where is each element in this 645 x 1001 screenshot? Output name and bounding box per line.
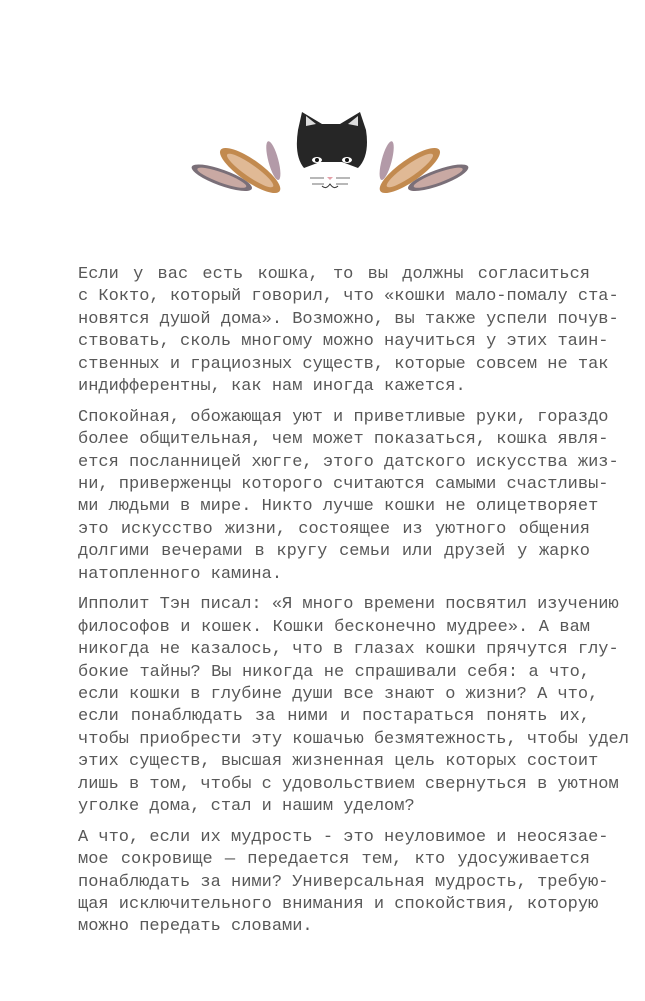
right-feathers-icon: [374, 140, 471, 200]
text-line: более общительная, чем может показаться, кошка явля-: [78, 430, 609, 450]
paragraph: [78, 407, 619, 586]
paragraph: [78, 594, 629, 818]
text-line: натопленного камина.: [78, 564, 283, 584]
text-line: никогда не казалось, что в глазах кошки прячутся глу-: [78, 640, 619, 660]
text-line: ни, приверженцы которого считаются самыми счастливы-: [78, 475, 609, 495]
text-line: чтобы приобрести эту кошачью безмятежность, чтобы удел: [78, 729, 629, 749]
body-text: [78, 264, 629, 947]
text-line: Если у вас есть кошка, то вы должны согласиться: [78, 265, 590, 284]
text-line: ется посланницей хюгге, этого датского искусства жиз-: [78, 452, 619, 472]
text-line: долгими вечерами в кругу семьи или друзей у жарко: [78, 542, 590, 562]
text-line: этих существ, высшая жизненная цель которых состоит: [78, 752, 599, 772]
cat-feathers-illustration: [170, 100, 490, 220]
text-line: ми людьми в мире. Никто лучше кошки не олицетворяет: [78, 497, 599, 517]
text-line: можно передать словами.: [78, 917, 313, 937]
text-line: лишь в том, чтобы с удовольствием свернуться в уютном: [78, 774, 619, 794]
text-line: А что, если их мудрость - это неуловимое и неосязае-: [78, 827, 609, 847]
cat-face-icon: [297, 112, 367, 188]
text-line: если понаблюдать за ними и постараться понять их,: [78, 707, 590, 727]
text-line: если кошки в глубине души все знают о жизни? А что,: [78, 685, 599, 705]
text-line: философов и кошек. Кошки бесконечно мудрее». А вам: [78, 617, 590, 637]
text-line: Спокойная, обожающая уют и приветливые руки, гораздо: [78, 407, 609, 427]
text-line: бокие тайны? Вы никогда не спрашивали себя: а что,: [78, 662, 590, 682]
paragraph: [78, 827, 609, 939]
text-line: Ипполит Тэн писал: «Я много времени посвятил изучению: [78, 595, 619, 615]
text-line: новятся душой дома». Возможно, вы также успели почув-: [78, 309, 619, 329]
text-line: это искусство жизни, состоящее из уютного общения: [78, 519, 590, 539]
left-feathers-icon: [189, 140, 286, 200]
text-line: ствовать, сколь многому можно научиться у этих таин-: [78, 332, 609, 352]
text-line: ственных и грациозных существ, которые совсем не так: [78, 354, 609, 374]
text-line: мое сокровище — передается тем, кто удосуживается: [78, 850, 590, 870]
text-line: индифферентны, как нам иногда кажется.: [78, 376, 466, 396]
text-line: понаблюдать за ними? Универсальная мудрость, требую-: [78, 872, 609, 892]
text-line: уголке дома, стал и нашим уделом?: [78, 796, 415, 816]
text-line: щая исключительного внимания и спокойствия, которую: [78, 895, 599, 915]
text-line: с Кокто, который говорил, что «кошки мало-помалу ста-: [78, 287, 619, 307]
paragraph: [78, 264, 619, 398]
